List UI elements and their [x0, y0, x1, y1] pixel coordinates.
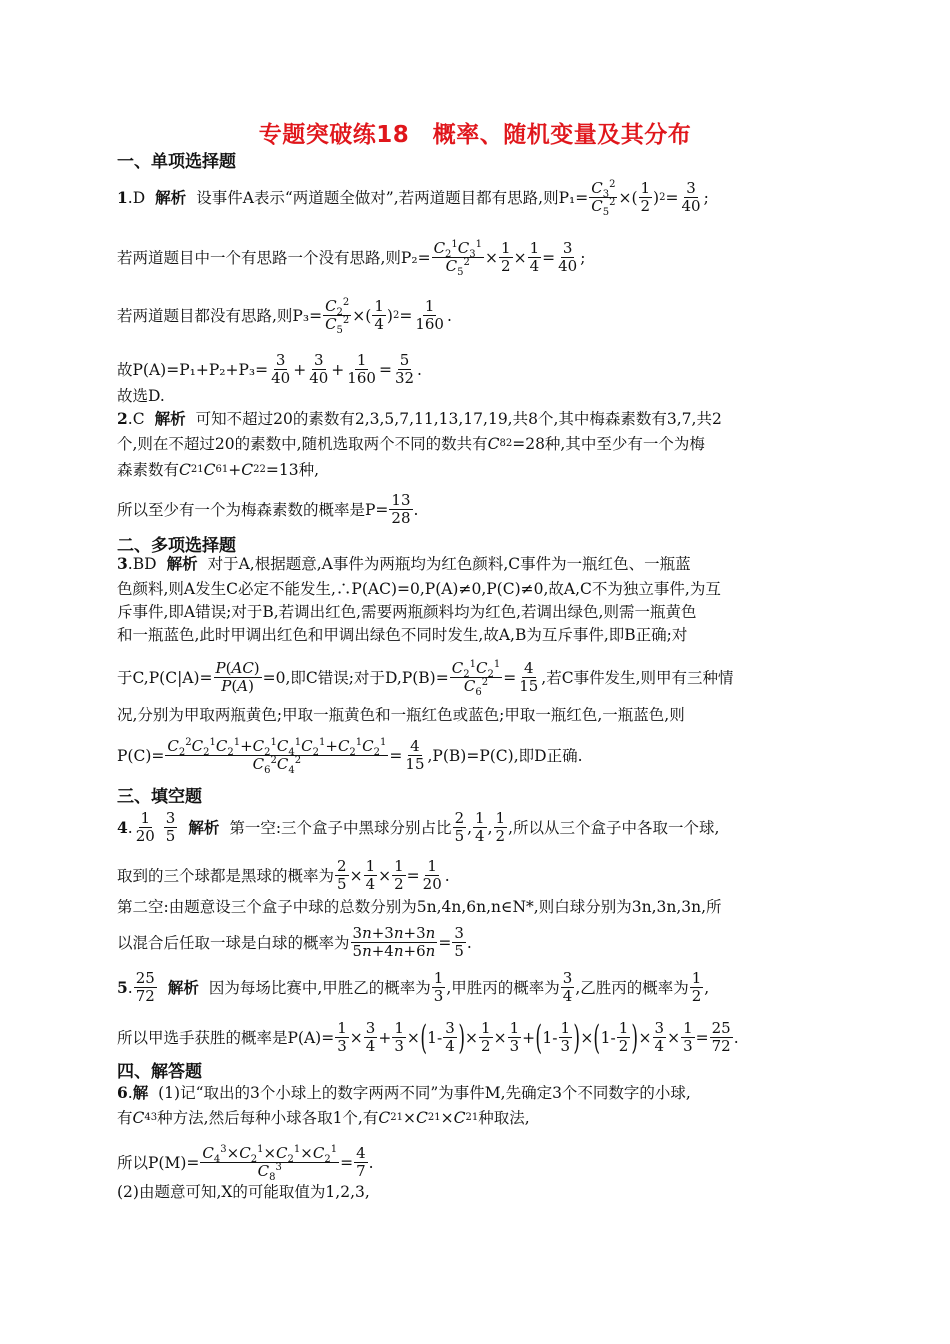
q3-text-7b: ,P(B)=P(C),即D正确. [427, 746, 583, 765]
section-heading-multiple-choice: 二、多项选择题 [117, 536, 236, 556]
q1-frac-1-160: $\frac{1}{160}$ [415, 297, 444, 333]
q2-text-2b: =28种,其中至少有一个为梅 [512, 435, 705, 453]
q2-number: 2 [117, 409, 128, 428]
q1-sum-result: $\frac{5}{32}$ [394, 351, 415, 387]
q4-frac-1-4: $\frac{1}{4}$ [475, 809, 485, 845]
section-heading-fill-in: 三、填空题 [117, 787, 202, 807]
q6-text-2b: 种方法,然后每种小球各取1个,有 [157, 1109, 379, 1127]
q5-frac-1-3: $\frac{1}{3}$ [433, 969, 444, 1005]
q1-frac-p2: $\frac{C_2^1C_3^1}{C_5^2}$ [433, 239, 483, 278]
q4-text-4: 以混合后任取一球是白球的概率为 [117, 933, 350, 952]
q3-line2: 色颜料,则A发生C必定不能发生,∴P(AC)=0,P(A)≠0,P(C)≠0,故A,C不为独立事件,为互 [117, 580, 721, 598]
q4-jiexi-tag: 解析 [188, 818, 220, 837]
q4-p-result: $\frac{1}{20}$ [422, 857, 442, 893]
q5-jiexi-tag: 解析 [167, 978, 199, 997]
q3-number: 3 [117, 554, 128, 573]
q1-jiexi-tag: 解析 [155, 188, 187, 207]
q2-text-3a: 森素数有 [117, 461, 180, 479]
q2-text-2a: 个,则在不超过20的素数中,随机选取两个不同的数共有 [117, 435, 488, 453]
q5-frac-3-4: $\frac{3}{4}$ [562, 969, 573, 1005]
q1-frac-3-40: $\frac{3}{40}$ [681, 179, 701, 215]
q5-t7: $\frac{1}{3}$ [560, 1019, 571, 1055]
q1-sum-b: $\frac{3}{40}$ [309, 351, 329, 387]
q2-text-1: 可知不超过20的素数有2,3,5,7,11,13,17,19,共8个,其中梅森素数有3,7,共2 [195, 410, 722, 428]
q4-text-1b: ,所以从三个盒子中各取一个球, [508, 818, 720, 837]
q5-number: 5 [117, 977, 128, 997]
q3-line3: 斥事件,即A错误;对于B,若调出红色,需要两瓶颜料均为红色,若调出绿色,则需一瓶黄色 [117, 603, 697, 621]
q4-line2: 取到的三个球都是黑球的概率为 $\frac{2}{5}$ × $\frac{1}{4}$ × $\frac{1}{2}$ = $\frac{1}{20}$ . [117, 857, 450, 893]
q1-sum-c: $\frac{1}{160}$ [347, 351, 376, 387]
page-title: 专题突破练18 概率、随机变量及其分布 [258, 122, 692, 148]
q1-frac-half: $\frac{1}{2}$ [501, 239, 511, 275]
q4-text-1a: 第一空:三个盒子中黑球分别占比 [229, 818, 452, 837]
q1-line3: 若两道题目都没有思路,则P₃= $\frac{C_2^2}{C_5^2}$ ×( $\frac{1}{4}$ ) 2 = $\frac{1}{160}$ . [117, 297, 452, 336]
q1-text-4: 故P(A)=P₁+P₂+P₃= [117, 360, 269, 379]
q5-text-1b: ,甲胜丙的概率为 [446, 978, 560, 997]
q2-answer: C [132, 410, 145, 428]
q3-frac-4-15b: $\frac{4}{15}$ [405, 737, 425, 773]
q2-jiexi-tag: 解析 [154, 410, 186, 428]
q4-frac-2-5: $\frac{2}{5}$ [454, 809, 465, 845]
q1-line2: 若两道题目中一个有思路一个没有思路,则P₂= $\frac{C_2^1C_3^1}{C_5^2}$ × $\frac{1}{2}$ × $\frac{1}{4}$ = $\frac{3}{40}$ ; [117, 239, 586, 278]
q5-t1: $\frac{1}{3}$ [337, 1019, 347, 1055]
q6-frac-4-7: $\frac{4}{7}$ [356, 1144, 366, 1180]
q2-line1: 2 . C 解析 可知不超过20的素数有2,3,5,7,11,13,17,19,共8个,其中梅森素数有3,7,共2 [117, 407, 722, 431]
q4-ans-1: $\frac{1}{20}$ [135, 809, 155, 845]
q1-text-3: 若两道题目都没有思路,则P₃= [117, 306, 323, 325]
q4-p-a: $\frac{2}{5}$ [337, 857, 347, 893]
q1-text-1: 设事件A表示“两道题全做对”,若两道题目都有思路,则P₁= [196, 188, 589, 207]
q1-frac-1-2: $\frac{1}{2}$ [640, 179, 651, 215]
q1-frac-c32-c52: $\frac{C_3^2}{C_5^2}$ [591, 179, 616, 218]
q6-line4: (2)由题意可知,X的可能取值为1,2,3, [117, 1183, 370, 1201]
q6-text-2a: 有 [117, 1109, 133, 1127]
q3-jiexi-tag: 解析 [166, 555, 198, 573]
q3-frac-pc: $\frac{C_2^2C_2^1C_2^1+C_2^1C_4^1C_2^1+C_2^1C_2^1}{C_6^2C_4^2}$ [167, 737, 387, 776]
q2-line3: 森素数有 C 2 1 C 6 1 + C 2 2 =13种, [117, 458, 319, 482]
q1-number: 1 [117, 187, 128, 207]
q4-line1: 4 . $\frac{1}{20}$ $\frac{3}{5}$ 解析 第一空:三个盒子中黑球分别占比 $\frac{2}{5}$ , $\frac{1}{4}$ , $\frac{1}{2}$ ,所以从三个盒子中各取一个球, [117, 809, 720, 845]
q3-line5: 于C,P(C|A)= $\frac{P(AC)}{P(A)}$ =0,即C错误;对于D,P(B)= $\frac{C_2^1C_2^1}{C_6^2}$ = $\frac{4}{15}$ ,若C事件发生,则甲有三种情 [117, 659, 734, 698]
q3-answer: BD [132, 555, 157, 573]
q6-frac-pm: $\frac{C_4^3\times C_2^1\times C_2^1\times C_2^1}{C_8^3}$ [202, 1144, 338, 1183]
section-heading-single-choice: 一、单项选择题 [117, 152, 236, 172]
q2-text-3b: =13种, [265, 461, 320, 479]
q6-number: 6 [117, 1083, 128, 1102]
q5-line1: 5 . $\frac{25}{72}$ 解析 因为每场比赛中,甲胜乙的概率为 $\frac{1}{3}$ ,甲胜丙的概率为 $\frac{3}{4}$ ,乙胜丙的概率为 $\frac{1}{2}$ , [117, 969, 710, 1005]
q2-line4: 所以至少有一个为梅森素数的概率是P= $\frac{13}{28}$ . [117, 491, 419, 527]
q5-t9: $\frac{3}{4}$ [654, 1019, 665, 1055]
q3-frac-4-15: $\frac{4}{15}$ [519, 659, 539, 695]
q4-line3: 第二空:由题意设三个盒子中球的总数分别为5n,4n,6n,n∈N*,则白球分别为3n,3n,3n,所 [117, 898, 722, 916]
q5-t10: $\frac{1}{3}$ [683, 1019, 693, 1055]
q3-line6: 况,分别为甲取两瓶黄色;甲取一瓶黄色和一瓶红色或蓝色;甲取一瓶红色,一瓶蓝色,则 [117, 706, 685, 724]
q5-t2: $\frac{3}{4}$ [365, 1019, 376, 1055]
q5-line2: 所以甲选手获胜的概率是P(A)= $\frac{1}{3}$ × $\frac{3}{4}$ + $\frac{1}{3}$ × ( 1- $\frac{3}{4}$ ) × $\frac{1}{2}$ × $\frac{1}{3}$ + ( 1- $\frac{1}{3}$ ) × ( 1- $\frac{1}{2}$ ) × $\frac{3}{4}$ × $\frac{1}{3}$ = $\frac{25}{72}$ . [117, 1017, 739, 1058]
q6-line3: 所以P(M)= $\frac{C_4^3\times C_2^1\times C_2^1\times C_2^1}{C_8^3}$ = $\frac{4}{7}$ . [117, 1144, 374, 1183]
q5-t8: $\frac{1}{2}$ [618, 1019, 629, 1055]
q5-t5: $\frac{1}{2}$ [481, 1019, 491, 1055]
q1-frac-1-4: $\frac{1}{4}$ [374, 297, 384, 333]
q4-p-b: $\frac{1}{4}$ [365, 857, 376, 893]
q3-text-1: 对于A,根据题意,A事件为两瓶均为红色颜料,C事件为一瓶红色、一瓶蓝 [207, 555, 691, 573]
q4-frac-3-5: $\frac{3}{5}$ [454, 924, 464, 960]
q6-text-1: (1)记“取出的3个小球上的数字两两不同”为事件M,先确定3个不同数字的小球, [158, 1084, 691, 1102]
q5-t6: $\frac{1}{3}$ [509, 1019, 520, 1055]
q5-frac-1-2: $\frac{1}{2}$ [691, 969, 702, 1005]
q1-frac-p3: $\frac{C_2^2}{C_5^2}$ [325, 297, 350, 336]
section-heading-answer: 四、解答题 [117, 1062, 202, 1082]
q2-text-4: 所以至少有一个为梅森素数的概率是P= [117, 500, 389, 519]
q4-frac-1-2: $\frac{1}{2}$ [495, 809, 506, 845]
q5-t3: $\frac{1}{3}$ [394, 1019, 404, 1055]
q5-ans: $\frac{25}{72}$ [135, 969, 155, 1005]
q4-line4: 以混合后任取一球是白球的概率为 $\frac{3n+3n+3n}{5n+4n+6n}$ = $\frac{3}{5}$ . [117, 924, 472, 960]
q5-result: $\frac{25}{72}$ [711, 1019, 731, 1055]
q3-frac-pb: $\frac{C_2^1C_2^1}{C_6^2}$ [451, 659, 501, 698]
q3-text-5b: =0,即C错误;对于D,P(B)= [262, 668, 449, 687]
q6-text-3: 所以P(M)= [117, 1153, 200, 1172]
q1-line4: 故P(A)=P₁+P₂+P₃= $\frac{3}{40}$ + $\frac{3}{40}$ + $\frac{1}{160}$ = $\frac{5}{32}$ . [117, 351, 422, 387]
q1-text-2: 若两道题目中一个有思路一个没有思路,则P₂= [117, 248, 431, 267]
q3-frac-pac-pa: $\frac{P(AC)}{P(A)}$ [215, 659, 260, 695]
q1-frac-quarter: $\frac{1}{4}$ [529, 239, 540, 275]
q3-text-7a: P(C)= [117, 746, 165, 765]
q3-line7: P(C)= $\frac{C_2^2C_2^1C_2^1+C_2^1C_4^1C_2^1+C_2^1C_2^1}{C_6^2C_4^2}$ = $\frac{4}{15}$ ,P(B)=P(C),即D正确. [117, 737, 583, 776]
q6-head: 解 [132, 1083, 149, 1102]
q4-p-c: $\frac{1}{2}$ [394, 857, 404, 893]
q4-number: 4 [117, 817, 128, 837]
q1-line5: 故选D. [117, 387, 165, 405]
q5-text-1c: ,乙胜丙的概率为 [575, 978, 689, 997]
q4-text-2: 取到的三个球都是黑球的概率为 [117, 866, 335, 885]
q1-line1: 1 . D 解析 设事件A表示“两道题全做对”,若两道题目都有思路,则P₁= $\frac{C_3^2}{C_5^2}$ ×( $\frac{1}{2}$ ) 2 = $\frac{3}{40}$ ; [117, 179, 709, 218]
q5-text-2: 所以甲选手获胜的概率是P(A)= [117, 1028, 335, 1047]
q1-frac-3-40b: $\frac{3}{40}$ [558, 239, 578, 275]
q3-line4: 和一瓶蓝色,此时甲调出红色和甲调出绿色不同时发生,故A,B为互斥事件,即B正确;对 [117, 626, 688, 644]
q6-line2: 有 C 4 3 种方法,然后每种小球各取1个,有 C 2 1 × C 2 1 × C 2 1 种取法, [117, 1106, 530, 1130]
q6-line1: 6 . 解 (1)记“取出的3个小球上的数字两两不同”为事件M,先确定3个不同数字的小球, [117, 1081, 691, 1105]
q2-frac-13-28: $\frac{13}{28}$ [391, 491, 411, 527]
q3-line1: 3 . BD 解析 对于A,根据题意,A事件为两瓶均为红色颜料,C事件为一瓶红色、一瓶蓝 [117, 552, 691, 576]
q5-text-1a: 因为每场比赛中,甲胜乙的概率为 [208, 978, 431, 997]
q3-text-5a: 于C,P(C|A)= [117, 668, 213, 687]
q4-ans-2: $\frac{3}{5}$ [165, 809, 176, 845]
q1-answer: D [132, 188, 146, 207]
q6-text-2c: 种取法, [478, 1109, 530, 1127]
q2-line2: 个,则在不超过20的素数中,随机选取两个不同的数共有 C 8 2 =28种,其中至少有一个为梅 [117, 432, 705, 456]
q3-text-5c: ,若C事件发生,则甲有三种情 [541, 668, 734, 687]
q4-frac-white: $\frac{3n+3n+3n}{5n+4n+6n}$ [352, 924, 436, 960]
q1-sum-a: $\frac{3}{40}$ [271, 351, 291, 387]
q5-t4: $\frac{3}{4}$ [445, 1019, 455, 1055]
